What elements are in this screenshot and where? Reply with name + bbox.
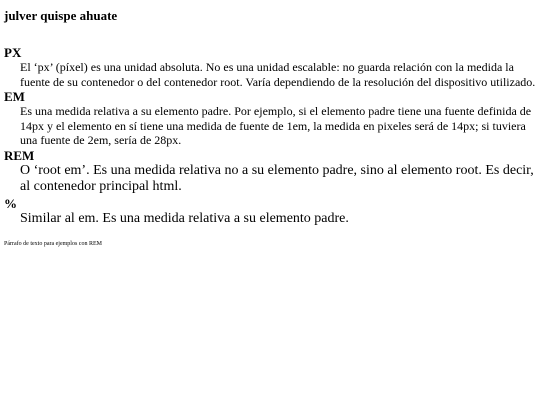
definition-list — [4, 45, 536, 227]
desc-px: El ‘px’ (píxel) es una unidad absoluta. No es una unidad escalable: no guarda relación con la medida la fuente de su contenedor o del contenedor root. Varía dependiendo de la resolución del dispositivo utilizado. — [20, 60, 536, 89]
term-px: PX — [4, 45, 22, 60]
desc-percent: Similar al em. Es una medida relativa a su elemento padre. — [20, 210, 349, 226]
author-heading: julver quispe ahuate — [4, 8, 118, 23]
desc-em: Es una medida relativa a su elemento padre. Por ejemplo, si el elemento padre tiene una fuente definida de 14px y el elemento en sí tiene una medida de fuente de 1em, la medida en pixeles será de 14px; si tuviera una fuente de 2em, sería de 28px. — [20, 104, 532, 147]
desc-rem: O ‘root em’. Es una medida relativa no a su elemento padre, sino al elemento root. Es decir, al contenedor principal html. — [20, 162, 534, 194]
rem-example-paragraph: Párrafo de texto para ejemplos con REM — [4, 241, 102, 247]
term-rem: REM — [4, 147, 35, 163]
term-percent: % — [4, 195, 17, 211]
term-em: EM — [4, 89, 25, 104]
